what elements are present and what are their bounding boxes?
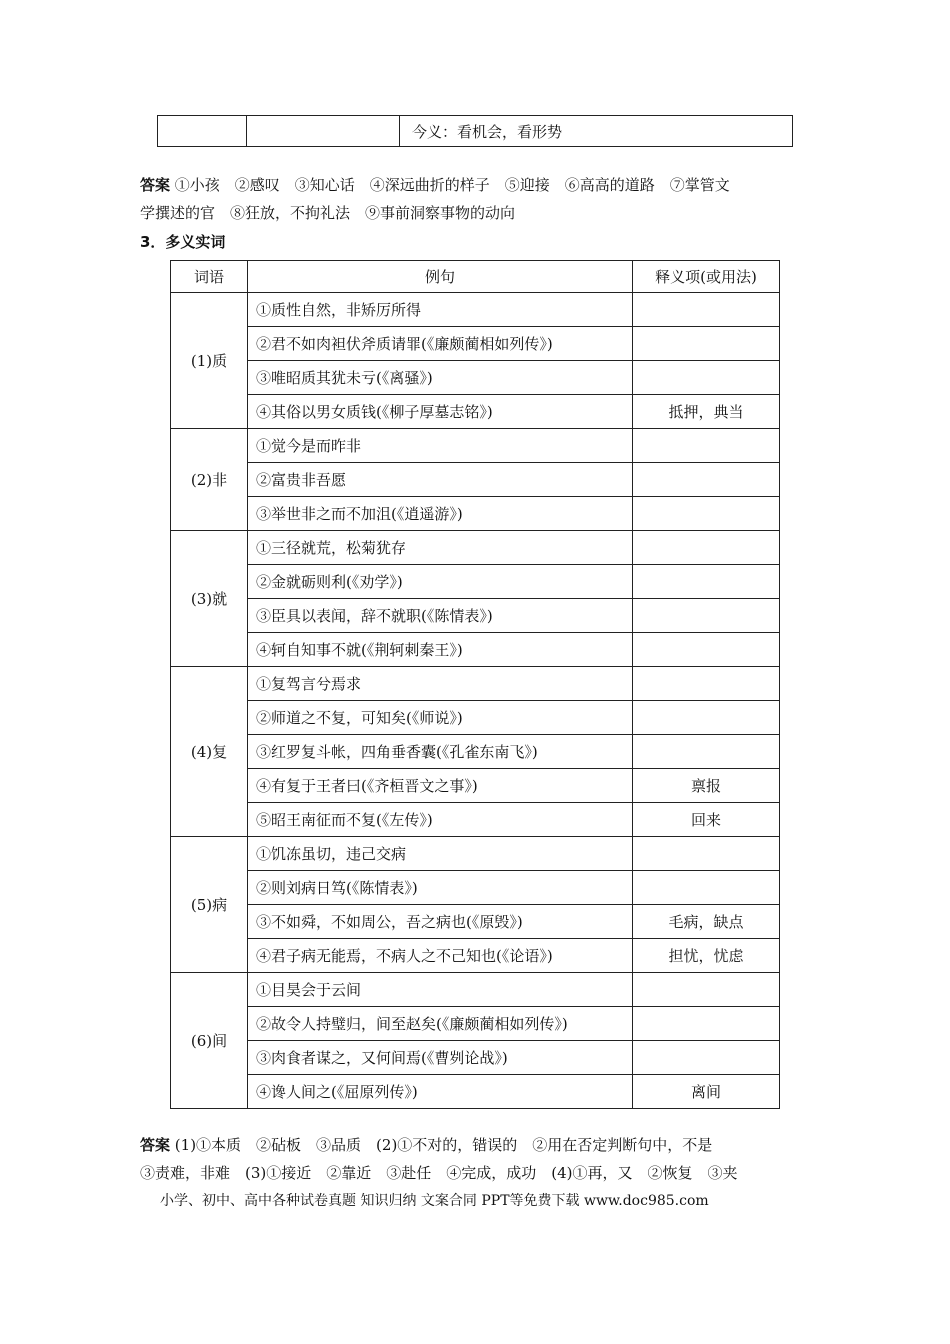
meaning-cell: 回来 [633,803,780,837]
meaning-cell [633,293,780,327]
table-row [171,803,780,837]
table-row [171,599,780,633]
sentence-cell: ①质性自然，非矫厉所得 [248,293,633,327]
answer2-line2: ③责难，非难 (3)①接近 ②靠近 ③赴任 ④完成，成功 (4)①再，又 ②恢复 ③夹 [140,1164,738,1182]
word-cell: (2)非 [171,429,248,531]
sentence-cell: ④君子病无能焉，不病人之不己知也(《论语》) [248,939,633,973]
meaning-cell [633,361,780,395]
sentence-cell: ②则刘病日笃(《陈情表》) [248,871,633,905]
footer-text: 小学、初中、高中各种试卷真题 知识归纳 文案合同 PPT等免费下载 www.doc985.com [160,1193,709,1209]
table-row [171,667,780,701]
meaning-cell [633,463,780,497]
meaning-cell: 离间 [633,1075,780,1109]
meaning-cell [633,531,780,565]
table-cell [247,116,400,147]
table-row [171,565,780,599]
answer-label: 答案 [140,176,171,194]
answer1-line1 [140,175,730,195]
meaning-cell [633,667,780,701]
table-row [171,905,780,939]
meaning-cell [633,429,780,463]
table-row [158,116,793,147]
meaning-cell [633,735,780,769]
sentence-cell: ③臣具以表闻，辞不就职(《陈情表》) [248,599,633,633]
meaning-cell [633,633,780,667]
answer2-line1 [140,1135,712,1155]
word-cell: (6)间 [171,973,248,1109]
table-cell [158,116,247,147]
table-row [171,497,780,531]
sentence-cell: ④有复于王者曰(《齐桓晋文之事》) [248,769,633,803]
sentence-cell: ②金就砺则利(《劝学》) [248,565,633,599]
header-sentence: 例句 [248,261,633,293]
word-cell: (3)就 [171,531,248,667]
header-meaning: 释义项(或用法) [633,261,780,293]
table-row [171,735,780,769]
meaning-cell [633,1041,780,1075]
table-row [171,837,780,871]
meaning-cell [633,701,780,735]
sentence-cell: ③红罗复斗帐，四角垂香囊(《孔雀东南飞》) [248,735,633,769]
sentence-cell: ②富贵非吾愿 [248,463,633,497]
meaning-cell: 抵押，典当 [633,395,780,429]
table-body [171,293,780,1109]
table-row [171,769,780,803]
sentence-cell: ①复驾言兮焉求 [248,667,633,701]
header-word: 词语 [171,261,248,293]
sentence-cell: ③肉食者谋之，又何间焉(《曹刿论战》) [248,1041,633,1075]
meaning-cell: 禀报 [633,769,780,803]
answer1-line2: 学撰述的官 ⑧狂放，不拘礼法 ⑨事前洞察事物的动向 [140,204,516,222]
sentence-cell: ①三径就荒，松菊犹存 [248,531,633,565]
sentence-cell: ②师道之不复，可知矣(《师说》) [248,701,633,735]
meaning-cell [633,973,780,1007]
previous-table-tail [157,115,793,147]
sentence-cell: ①目昊会于云间 [248,973,633,1007]
polysemy-table [170,260,780,1109]
table-row [171,1041,780,1075]
meaning-cell: 毛病，缺点 [633,905,780,939]
word-cell: (5)病 [171,837,248,973]
table-row [171,701,780,735]
meaning-cell [633,327,780,361]
meaning-cell [633,1007,780,1041]
meaning-cell [633,837,780,871]
sentence-cell: ④谗人间之(《屈原列传》) [248,1075,633,1109]
table-row [171,395,780,429]
table-row [171,293,780,327]
table-row [171,429,780,463]
sentence-cell: ③唯昭质其犹未亏(《离骚》) [248,361,633,395]
answer-label: 答案 [140,1136,171,1154]
table-row [171,463,780,497]
sentence-cell: ①饥冻虽切，违己交病 [248,837,633,871]
table-cell: 今义：看机会，看形势 [400,116,793,147]
answer-text: (1)①本质 ②砧板 ③品质 (2)①不对的，错误的 ②用在否定判断句中，不是 [174,1136,713,1154]
table-row [171,633,780,667]
word-cell: (1)质 [171,293,248,429]
word-cell: (4)复 [171,667,248,837]
sentence-cell: ④其俗以男女质钱(《柳子厚墓志铭》) [248,395,633,429]
meaning-cell: 担忧，忧虑 [633,939,780,973]
table-row [171,973,780,1007]
table-row [171,1007,780,1041]
table-row [171,531,780,565]
table-row [171,327,780,361]
sentence-cell: ②君不如肉袒伏斧质请罪(《廉颇蔺相如列传》) [248,327,633,361]
sentence-cell: ①觉今是而昨非 [248,429,633,463]
sentence-cell: ③不如舜，不如周公，吾之病也(《原毁》) [248,905,633,939]
answer-text: ①小孩 ②感叹 ③知心话 ④深远曲折的样子 ⑤迎接 ⑥高高的道路 ⑦掌管文 [174,176,730,194]
sentence-cell: ⑤昭王南征而不复(《左传》) [248,803,633,837]
table-row [171,871,780,905]
table-row [171,939,780,973]
sentence-cell: ②故令人持璧归，间至赵矣(《廉颇蔺相如列传》) [248,1007,633,1041]
meaning-cell [633,565,780,599]
meaning-cell [633,871,780,905]
meaning-cell [633,599,780,633]
table-row [171,1075,780,1109]
table-header-row [171,261,780,293]
section-title: 3．多义实词 [140,233,226,251]
table-row [171,361,780,395]
sentence-cell: ③举世非之而不加沮(《逍遥游》) [248,497,633,531]
meaning-cell [633,497,780,531]
sentence-cell: ④轲自知事不就(《荆轲刺秦王》) [248,633,633,667]
